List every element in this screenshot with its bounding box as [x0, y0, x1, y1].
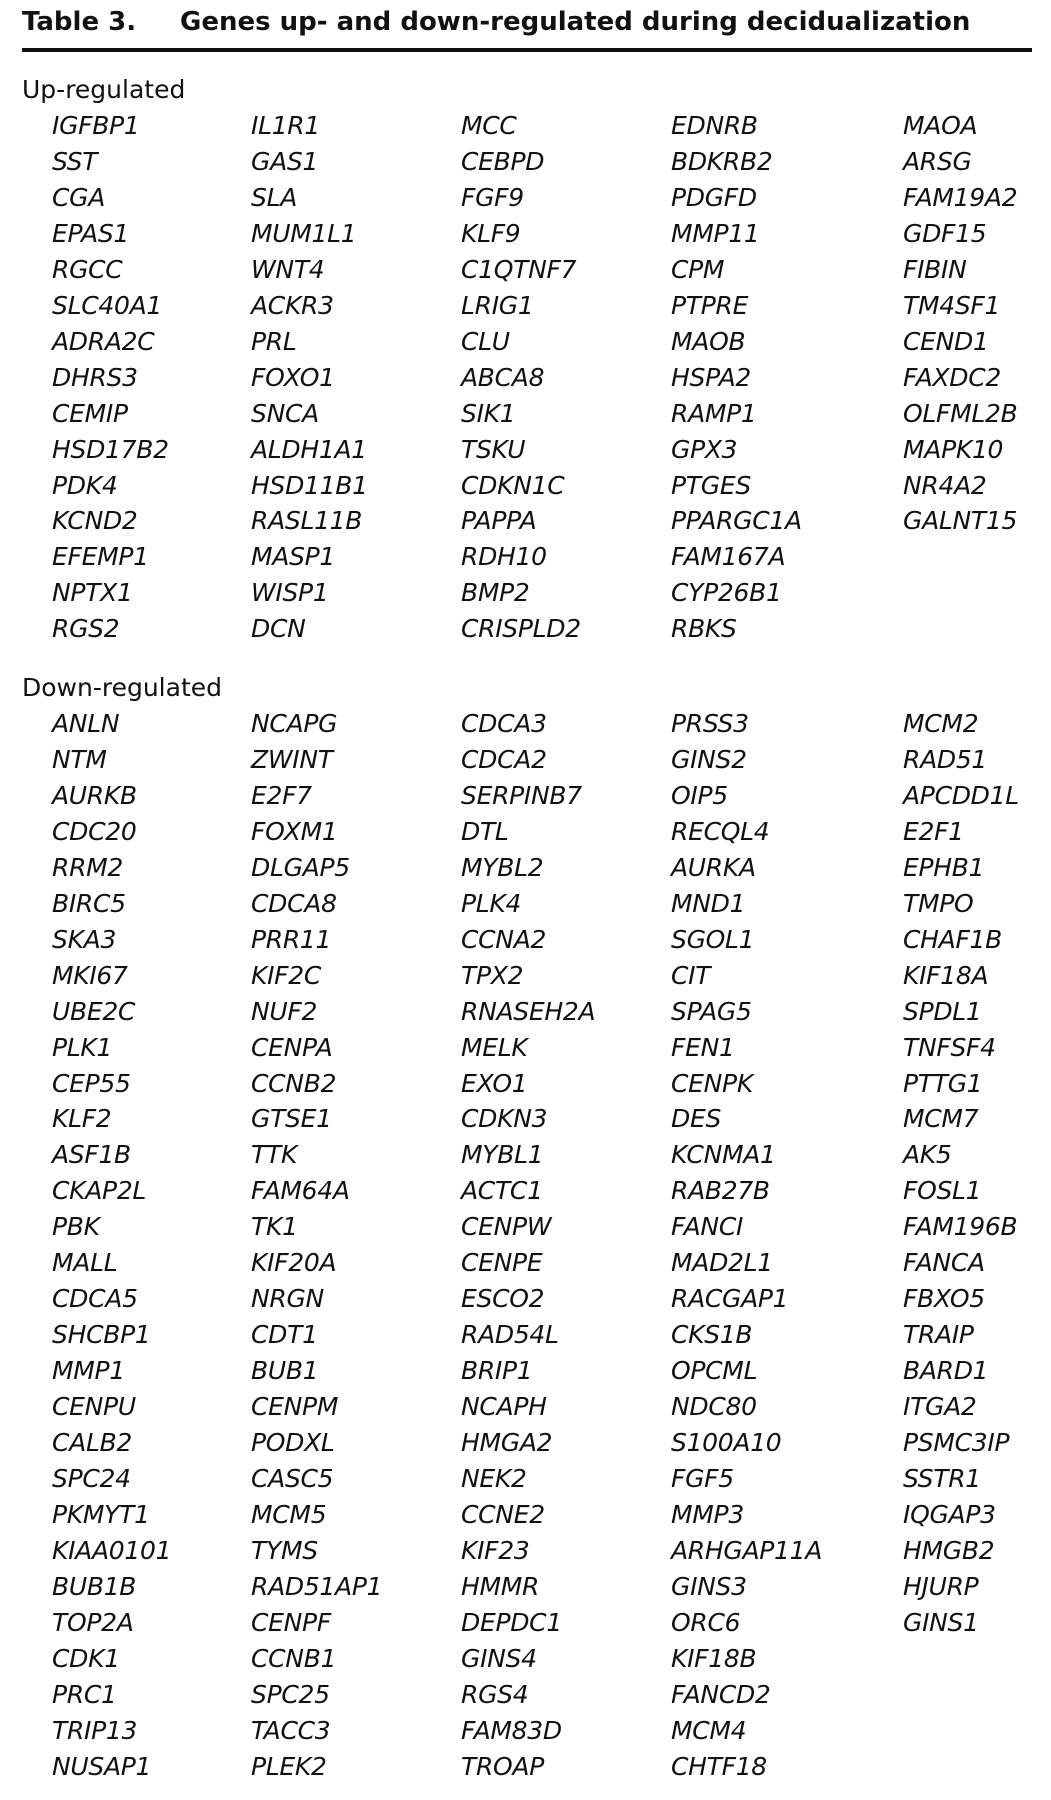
gene-name: KLF9	[461, 218, 521, 248]
gene-name: RNASEH2A	[461, 996, 596, 1026]
gene-name: CDCA3	[461, 709, 547, 738]
gene-name: PLK4	[461, 888, 522, 918]
gene-name: DCN	[251, 614, 306, 644]
gene-name: DHRS3	[52, 362, 138, 392]
gene-name: RGS4	[461, 1679, 529, 1709]
gene-name: CCNE2	[461, 1499, 545, 1529]
gene-name: CCNB1	[251, 1643, 337, 1673]
gene-name: GINS1	[903, 1607, 979, 1637]
gene-name: TK1	[251, 1212, 298, 1242]
gene-name: SST	[52, 146, 98, 176]
gene-name: KCND2	[52, 506, 138, 536]
gene-name: FAM64A	[251, 1176, 350, 1206]
gene-name: TSKU	[461, 434, 526, 464]
gene-name: CEBPD	[461, 146, 545, 176]
gene-name: FEN1	[671, 1032, 735, 1062]
gene-name: UBE2C	[52, 996, 136, 1026]
gene-name: NR4A2	[903, 470, 987, 500]
gene-name: MASP1	[251, 542, 336, 572]
gene-name: MMP3	[671, 1499, 744, 1529]
gene-name: PDGFD	[671, 182, 757, 212]
gene-name: RGCC	[52, 254, 123, 284]
gene-name: EDNRB	[671, 111, 758, 140]
gene-name: PODXL	[251, 1428, 335, 1457]
gene-name: TACC3	[251, 1715, 331, 1745]
gene-name: ALDH1A1	[251, 434, 367, 464]
gene-name: FANCI	[671, 1212, 744, 1242]
gene-name: ESCO2	[461, 1284, 545, 1314]
gene-name: TRAIP	[903, 1320, 974, 1350]
gene-name: DES	[671, 1104, 722, 1134]
gene-name: CKS1B	[671, 1320, 753, 1350]
gene-name: AURKB	[52, 780, 137, 810]
gene-name: DEPDC1	[461, 1607, 562, 1637]
gene-name: CCNA2	[461, 924, 547, 954]
gene-name: C1QTNF7	[461, 254, 577, 284]
gene-name: CALB2	[52, 1428, 133, 1457]
gene-name: SSTR1	[903, 1463, 981, 1493]
gene-name: CHTF18	[671, 1751, 767, 1781]
gene-name: CENPA	[251, 1032, 333, 1062]
gene-name: MYBL2	[461, 852, 544, 882]
gene-name: EFEMP1	[52, 542, 149, 572]
gene-name: WNT4	[251, 254, 325, 284]
gene-name: SPC24	[52, 1463, 131, 1493]
gene-name: OPCML	[671, 1356, 758, 1386]
gene-name: AURKA	[671, 852, 756, 882]
gene-name: PDK4	[52, 470, 118, 500]
gene-name: HSD17B2	[52, 434, 169, 464]
gene-name: NCAPH	[461, 1392, 547, 1422]
gene-name: RDH10	[461, 542, 547, 572]
gene-name: RAMP1	[671, 398, 757, 428]
gene-name: ORC6	[671, 1607, 741, 1637]
gene-name: MALL	[52, 1248, 118, 1278]
gene-name: MMP1	[52, 1356, 125, 1386]
gene-name: CDT1	[251, 1320, 318, 1350]
gene-name: ABCA8	[461, 362, 545, 392]
gene-name: RASL11B	[251, 506, 363, 536]
gene-name: CGA	[52, 182, 106, 212]
gene-name: MCM7	[903, 1104, 979, 1134]
gene-name: OIP5	[671, 780, 728, 810]
gene-name: BMP2	[461, 578, 530, 608]
gene-name: GALNT15	[903, 506, 1018, 536]
gene-name: CENPW	[461, 1212, 552, 1242]
gene-name: KCNMA1	[671, 1140, 776, 1170]
gene-name: PRL	[251, 326, 297, 356]
gene-name: BRIP1	[461, 1356, 533, 1386]
gene-name: FAM196B	[903, 1212, 1018, 1242]
gene-name: IGFBP1	[52, 111, 140, 140]
gene-name: PKMYT1	[52, 1499, 150, 1529]
gene-name: NPTX1	[52, 578, 133, 608]
gene-name: HMMR	[461, 1571, 540, 1601]
gene-name: OLFML2B	[903, 398, 1018, 428]
gene-name: BIRC5	[52, 888, 126, 918]
gene-name: TMPO	[903, 888, 974, 918]
gene-name: MCM4	[671, 1715, 747, 1745]
gene-name: MCM5	[251, 1499, 327, 1529]
gene-name: PTGES	[671, 470, 751, 500]
title-rule	[22, 48, 1032, 52]
gene-name: ANLN	[52, 709, 120, 738]
gene-name: CEMIP	[52, 398, 128, 428]
gene-name: ACKR3	[251, 290, 334, 320]
gene-name: TRIP13	[52, 1715, 138, 1745]
gene-name: KIAA0101	[52, 1535, 172, 1565]
gene-name: TOP2A	[52, 1607, 134, 1637]
gene-name: EXO1	[461, 1068, 528, 1098]
gene-name: CHAF1B	[903, 924, 1002, 954]
gene-name: SPDL1	[903, 996, 982, 1026]
gene-name: FAXDC2	[903, 362, 1001, 392]
gene-name: ADRA2C	[52, 326, 155, 356]
gene-name: CDCA5	[52, 1284, 138, 1314]
gene-name: APCDD1L	[903, 780, 1019, 810]
gene-name: MAOA	[903, 111, 978, 140]
gene-name: MAD2L1	[671, 1248, 773, 1278]
gene-name: CDK1	[52, 1643, 120, 1673]
gene-name: FOSL1	[903, 1176, 982, 1206]
gene-name: KIF23	[461, 1535, 530, 1565]
gene-name: TYMS	[251, 1535, 318, 1565]
gene-name: CENPE	[461, 1248, 543, 1278]
gene-name: MKI67	[52, 960, 128, 990]
gene-name: CDKN1C	[461, 470, 565, 500]
gene-name: BUB1B	[52, 1571, 137, 1601]
section-heading: Down-regulated	[22, 673, 222, 702]
gene-name: FAM19A2	[903, 182, 1018, 212]
gene-name: MYBL1	[461, 1140, 544, 1170]
gene-name: NUSAP1	[52, 1751, 152, 1781]
gene-name: KIF18B	[671, 1643, 757, 1673]
gene-name: CCNB2	[251, 1068, 337, 1098]
gene-name: ZWINT	[251, 744, 333, 774]
gene-name: TTK	[251, 1140, 298, 1170]
gene-name: CIT	[671, 960, 711, 990]
gene-name: NUF2	[251, 996, 318, 1026]
gene-name: FAM83D	[461, 1715, 562, 1745]
gene-name: GINS3	[671, 1571, 747, 1601]
gene-name: CEND1	[903, 326, 989, 356]
gene-name: IQGAP3	[903, 1499, 996, 1529]
gene-name: NEK2	[461, 1463, 527, 1493]
gene-name: MELK	[461, 1032, 528, 1062]
gene-name: CLU	[461, 326, 510, 356]
gene-name: ARSG	[903, 146, 972, 176]
gene-name: CDKN3	[461, 1104, 548, 1134]
gene-name: CDCA2	[461, 744, 547, 774]
gene-name: SLC40A1	[52, 290, 162, 320]
gene-name: PBK	[52, 1212, 100, 1242]
gene-name: PRC1	[52, 1679, 117, 1709]
table-title	[22, 4, 970, 40]
gene-name: GINS2	[671, 744, 747, 774]
gene-name: MND1	[671, 888, 746, 918]
gene-name: FBXO5	[903, 1284, 985, 1314]
gene-name: GAS1	[251, 146, 319, 176]
gene-name: FGF9	[461, 182, 524, 212]
gene-name: PLK1	[52, 1032, 113, 1062]
gene-name: GPX3	[671, 434, 738, 464]
gene-name: DLGAP5	[251, 852, 350, 882]
gene-name: FIBIN	[903, 254, 967, 284]
gene-name: MAOB	[671, 326, 746, 356]
gene-name: PLEK2	[251, 1751, 327, 1781]
gene-name: RAB27B	[671, 1176, 770, 1206]
gene-name: NRGN	[251, 1284, 324, 1314]
gene-name: PRR11	[251, 924, 332, 954]
gene-name: HMGA2	[461, 1428, 553, 1457]
gene-name: BDKRB2	[671, 146, 773, 176]
gene-name: HJURP	[903, 1571, 979, 1601]
gene-name: RAD51	[903, 744, 988, 774]
gene-name: SKA3	[52, 924, 117, 954]
gene-name: NTM	[52, 744, 107, 774]
gene-name: AK5	[903, 1140, 952, 1170]
gene-name: MUM1L1	[251, 218, 357, 248]
gene-name: CENPK	[671, 1068, 753, 1098]
gene-name: KLF2	[52, 1104, 112, 1134]
gene-name: CASC5	[251, 1463, 334, 1493]
gene-name: TNFSF4	[903, 1032, 996, 1062]
gene-name: SLA	[251, 182, 297, 212]
gene-name: FANCA	[903, 1248, 985, 1278]
gene-name: PTTG1	[903, 1068, 983, 1098]
gene-name: CENPM	[251, 1392, 339, 1422]
gene-name: RAD51AP1	[251, 1571, 383, 1601]
gene-name: HMGB2	[903, 1535, 995, 1565]
gene-name: HSD11B1	[251, 470, 368, 500]
gene-name: FGF5	[671, 1463, 734, 1493]
gene-name: NCAPG	[251, 709, 338, 738]
gene-name: FOXM1	[251, 816, 338, 846]
gene-name: RECQL4	[671, 816, 770, 846]
gene-name: BUB1	[251, 1356, 319, 1386]
gene-name: SPAG5	[671, 996, 752, 1026]
gene-name: CENPU	[52, 1392, 136, 1422]
gene-name: GTSE1	[251, 1104, 332, 1134]
gene-name: RACGAP1	[671, 1284, 789, 1314]
gene-name: TM4SF1	[903, 290, 1001, 320]
gene-name: SIK1	[461, 398, 516, 428]
gene-name: CDCA8	[251, 888, 337, 918]
gene-name: CPM	[671, 254, 725, 284]
gene-name: CKAP2L	[52, 1176, 147, 1206]
gene-name: MMP11	[671, 218, 760, 248]
gene-name: E2F1	[903, 816, 964, 846]
gene-name: ASF1B	[52, 1140, 131, 1170]
gene-name: CDC20	[52, 816, 137, 846]
gene-name: TPX2	[461, 960, 524, 990]
gene-name: FANCD2	[671, 1679, 771, 1709]
gene-name: FOXO1	[251, 362, 335, 392]
gene-name: RGS2	[52, 614, 120, 644]
gene-name: PRSS3	[671, 709, 749, 738]
gene-name: EPHB1	[903, 852, 985, 882]
section-heading: Up-regulated	[22, 75, 186, 104]
gene-name: IL1R1	[251, 111, 320, 140]
gene-name: SPC25	[251, 1679, 330, 1709]
gene-name: EPAS1	[52, 218, 130, 248]
gene-name: SGOL1	[671, 924, 755, 954]
gene-name: CRISPLD2	[461, 614, 581, 644]
gene-name: RAD54L	[461, 1320, 559, 1350]
gene-name: HSPA2	[671, 362, 752, 392]
gene-name: BARD1	[903, 1356, 989, 1386]
gene-name: ARHGAP11A	[671, 1535, 823, 1565]
gene-name: CEP55	[52, 1068, 131, 1098]
gene-name: FAM167A	[671, 542, 786, 572]
gene-name: KIF18A	[903, 960, 989, 990]
gene-name: RBKS	[671, 614, 737, 644]
gene-name: PAPPA	[461, 506, 537, 536]
gene-name: E2F7	[251, 780, 312, 810]
gene-name: DTL	[461, 816, 509, 846]
gene-name: NDC80	[671, 1392, 757, 1422]
gene-name: PSMC3IP	[903, 1428, 1010, 1457]
table-caption: Genes up- and down-regulated during decidualization	[180, 7, 971, 37]
gene-name: S100A10	[671, 1428, 782, 1457]
gene-name: SHCBP1	[52, 1320, 151, 1350]
gene-name: GDF15	[903, 218, 987, 248]
gene-name: SNCA	[251, 398, 319, 428]
gene-name: MCM2	[903, 709, 979, 738]
gene-name: KIF20A	[251, 1248, 337, 1278]
gene-name: WISP1	[251, 578, 329, 608]
gene-name: LRIG1	[461, 290, 534, 320]
gene-name: PTPRE	[671, 290, 749, 320]
table-label: Table 3.	[22, 7, 137, 37]
gene-name: ITGA2	[903, 1392, 977, 1422]
gene-name: TROAP	[461, 1751, 544, 1781]
gene-name: CENPF	[251, 1607, 331, 1637]
gene-name: KIF2C	[251, 960, 322, 990]
gene-name: ACTC1	[461, 1176, 543, 1206]
gene-name: MAPK10	[903, 434, 1004, 464]
gene-name: CYP26B1	[671, 578, 782, 608]
gene-name: MCC	[461, 111, 517, 140]
gene-name: RRM2	[52, 852, 124, 882]
gene-name: SERPINB7	[461, 780, 582, 810]
gene-name: PPARGC1A	[671, 506, 802, 536]
gene-name: GINS4	[461, 1643, 537, 1673]
